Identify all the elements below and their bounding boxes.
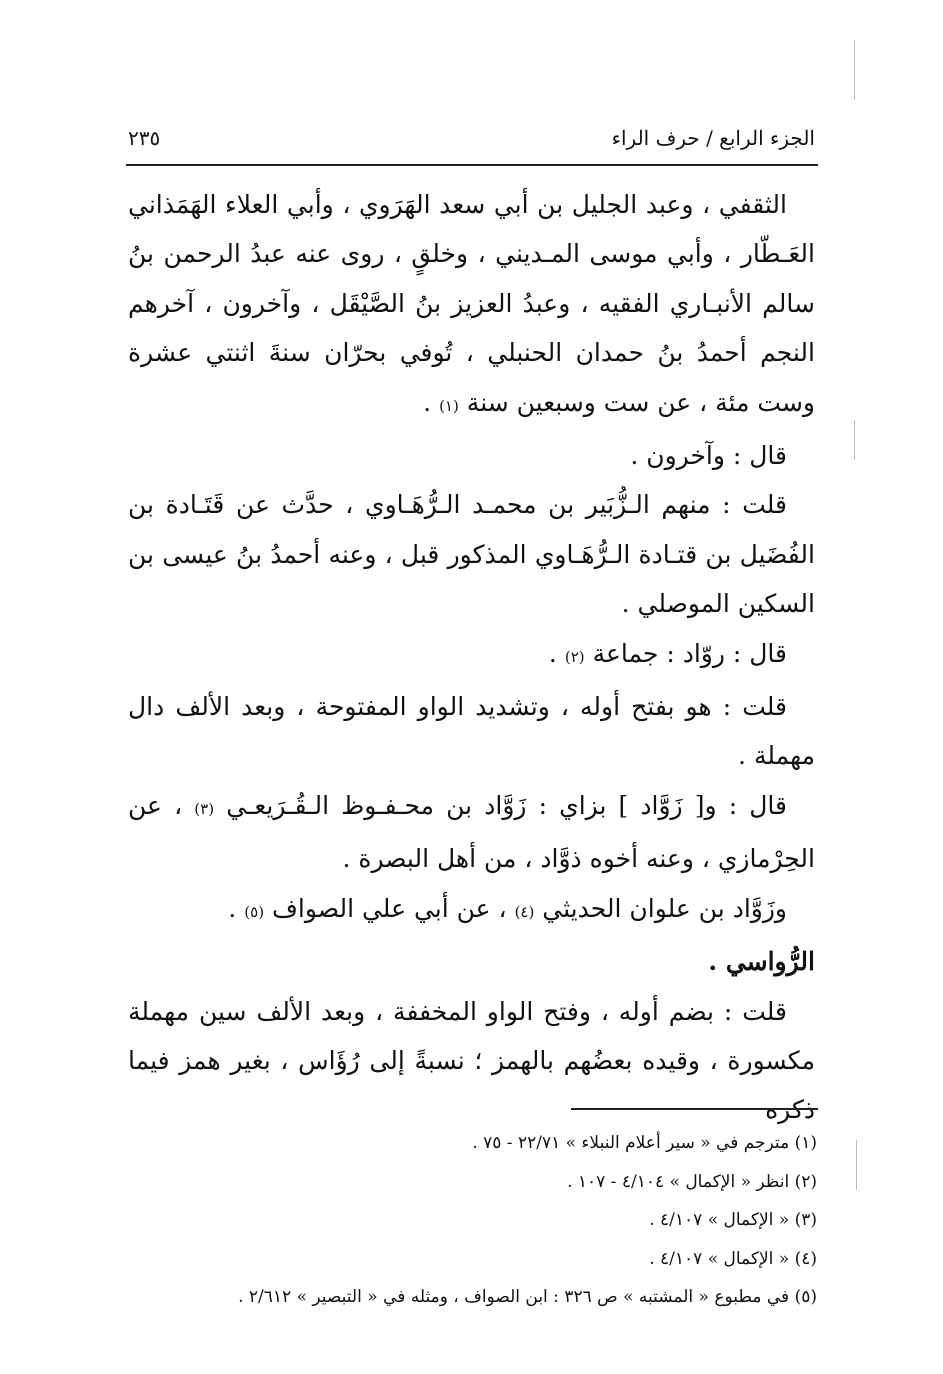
footnote-ref: (٢) <box>564 647 585 666</box>
paragraph: قال : وآخرون . <box>630 441 787 471</box>
footnote-divider <box>571 1108 818 1110</box>
paragraph: قلت : هو بفتح أوله ، وتشديد الواو المفتوحة ، وبعد الألف دال مهملة . <box>128 692 815 771</box>
paragraph: قلت : بضم أوله ، وفتح الواو المخففة ، وبعد الألف سين مهملة مكسورة ، وقيده بعضُهم بالهمز ؛ نسبةً إلى رُؤَاس ، بغير همز فيما ذكره <box>128 996 815 1125</box>
scan-edge-mark <box>854 40 855 100</box>
footnote: (٤) « الإكمال » ٤/١٠٧ . <box>649 1248 817 1269</box>
page-number: ٢٣٥ <box>128 126 161 150</box>
paragraph <box>128 781 815 884</box>
footnote-ref: (١) <box>439 396 459 415</box>
footnote-ref: (٣) <box>194 799 215 818</box>
text-line: الثقفي ، وعبد الجليل بن أبي سعد الهَرَوي ، وأبي العلاء الهَمَذاني العَـطّار ، وأبي موسى المـديني ، وخلقٍ ، روى عنه عبدُ الرحمن بنُ سالم الأنبـاري الفقيه ، وعبدُ العزيز بنُ الصَّيْقَل ، وآخرون ، آخرهم النجم أحمدُ بنُ حمدان الحنبلي ، تُوفي بحرّان سنةَ اثنتي عشرة وست مئة ، عن ست وسبعين سنة <box>128 190 815 417</box>
running-header <box>128 118 815 158</box>
text-line: وزَوَّاد بن علوان الحديثي <box>542 893 787 923</box>
paragraph: قلت : منهم الـزُّبَير بن محمـد الـرُّهَـاوي ، حدَّث عن قَتَـادة بن الفُضَيل بن قتـادة الـرُّهَـاوي المذكور قبل ، وعنه أحمدُ بنُ عيسى بن السكين الموصلي . <box>128 490 815 619</box>
header-title: الجزء الرابع / حرف الراء <box>611 126 815 150</box>
text-line: قال : روّاد : جماعة <box>592 638 787 668</box>
footnote: (٣) « الإكمال » ٤/١٠٧ . <box>649 1210 817 1230</box>
paragraph: قال : روّاد : جماعة (٢) . <box>548 638 787 668</box>
footnote-ref: (٥) <box>244 902 265 921</box>
scan-edge-mark <box>854 420 855 460</box>
footnotes <box>128 1124 817 1317</box>
header-divider <box>126 164 818 166</box>
main-text <box>128 180 815 1135</box>
footnote-ref: (٤) <box>514 902 535 921</box>
footnote: (١) مترجم في « سير أعلام النبلاء » ٢٢/٧١ - ٧٥ . <box>472 1133 817 1153</box>
paragraph: الثقفي ، وعبد الجليل بن أبي سعد الهَرَوي ، وأبي العلاء الهَمَذاني العَـطّار ، وأبي موسى المـديني ، وخلقٍ ، روى عنه عبدُ الرحمن بنُ سالم الأنبـاري الفقيه ، وعبدُ العزيز بنُ الصَّيْقَل ، وآخرون ، آخرهم النجم أحمدُ بنُ حمدان الحنبلي ، تُوفي بحرّان سنةَ اثنتي عشرة وست مئة ، عن ست وسبعين سنة (١) . <box>128 190 815 417</box>
entry-heading: الرُّواسي . <box>708 947 815 977</box>
paragraph: وزَوَّاد بن علوان الحديثي (٤) ، عن أبي علي الصواف (٥) . <box>228 893 787 923</box>
text-line: قال : و[ زَوَّاد ] بزاي : زَوَّاد بن محـفـوظ الـقُـرَيعـي <box>226 790 787 820</box>
scan-edge-mark <box>856 1140 857 1190</box>
text-line: ، عن أبي علي الصواف <box>272 893 507 923</box>
text-line: ، عن الحِرْمازي ، وعنه أخوه ذوَّاد ، من أهل البصرة . <box>128 790 815 874</box>
footnote: (٥) في مطبوع « المشتبه » ص ٣٢٦ : ابن الصواف ، ومثله في « التبصير » ٢/٦١٢ . <box>238 1287 817 1307</box>
footnote: (٢) انظر « الإكمال » ٤/١٠٤ - ١٠٧ . <box>567 1171 817 1192</box>
